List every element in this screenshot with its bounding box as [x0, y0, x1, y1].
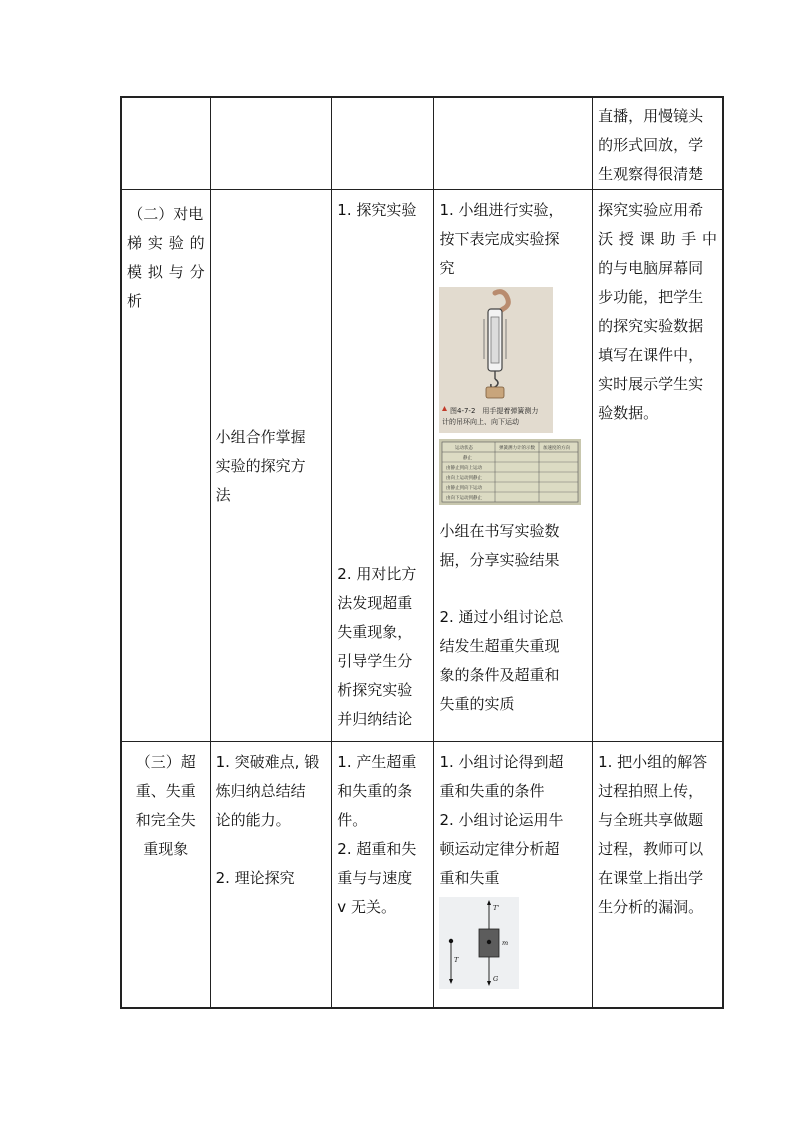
text-line: 失重的实质 [439, 695, 515, 713]
experiment-table-illustration [439, 439, 581, 505]
text-line: 生观察得很清楚 [598, 165, 704, 183]
cell-goal [210, 190, 332, 742]
table-header: 运动状态 [455, 446, 474, 451]
text-line: 重和失重 [439, 869, 500, 887]
cell-goal [210, 742, 332, 1008]
cell-teaching-note [593, 190, 723, 742]
text-line: 2. 用对比方 [337, 565, 417, 583]
text-line: 重现象 [143, 840, 189, 858]
text-line: 步功能，把学生 [598, 288, 704, 306]
table-row [121, 742, 723, 1008]
text-line: 法 [215, 486, 231, 504]
text-line: 析 [127, 292, 143, 310]
force-diagram-photo [439, 897, 519, 989]
text-line: （二）对电 [128, 205, 204, 223]
text-line: 件。 [337, 811, 368, 829]
cell-empty [332, 97, 434, 190]
text-line: 和失重的条 [337, 782, 413, 800]
text-line: 顿运动定律分析超 [439, 840, 560, 858]
force-point [449, 939, 453, 943]
text-line: 2. 小组讨论运用牛 [439, 811, 564, 829]
force-label-t: T [454, 956, 459, 964]
text-line: 论的能力。 [215, 811, 291, 829]
table-header: 加速度的方向 [543, 446, 571, 451]
cell-empty [121, 97, 210, 190]
cell-section-title [121, 742, 210, 1008]
text-line: 小组合作掌握 [215, 428, 306, 446]
text-line: 1. 突破难点, 锻 [215, 753, 320, 771]
text-line: 并归纳结论 [337, 710, 413, 728]
table-header: 弹簧测力计的示数 [499, 446, 536, 451]
text-line: 沃授课助手中 [598, 230, 717, 248]
table-row [121, 190, 723, 742]
cell-student-activity [434, 190, 593, 742]
text-line: 炼归纳总结结 [215, 782, 306, 800]
text-line: 梯实验的 [127, 234, 205, 252]
spring-scale-photo [439, 287, 553, 433]
text-line: 重与与速度 [337, 869, 413, 887]
cell-teaching-note [593, 97, 723, 190]
text-line: 2. 理论探究 [215, 869, 295, 887]
text-line: 过程，教师可以 [598, 840, 704, 858]
cell-empty [210, 97, 332, 190]
cell-teacher-activity [332, 190, 434, 742]
text-line: 在课堂上指出学 [598, 869, 704, 887]
figure-caption-line: 图4-7-2 用手提着弹簧测力 [450, 407, 539, 415]
lesson-plan-table [120, 96, 724, 1009]
text-line: 按下表完成实验探 [439, 230, 560, 248]
text-line: 填写在课件中， [598, 346, 704, 364]
text-line: 小组在书写实验数 [439, 522, 560, 540]
text-line: 象的条件及超重和 [439, 666, 560, 684]
experiment-table-photo [439, 439, 581, 505]
cell-empty [434, 97, 593, 190]
text-line: 直播，用慢镜头 [598, 107, 704, 125]
table-row [121, 97, 723, 190]
table-cell: 由向下运动到静止 [446, 496, 483, 501]
text-line: 实验的探究方 [215, 457, 306, 475]
force-label-t-prime: T' [493, 904, 500, 912]
table-cell: 由静止到向上运动 [446, 466, 483, 471]
mass-label-m: m [502, 939, 509, 947]
text-line: 的探究实验数据 [598, 317, 704, 335]
cell-teaching-note [593, 742, 723, 1008]
text-line: 结发生超重失重现 [439, 637, 560, 655]
text-line: 与全班共享做题 [598, 811, 704, 829]
text-line: 过程拍照上传， [598, 782, 704, 800]
text-line: v 无关。 [337, 898, 396, 916]
figure-caption-line: 计的吊环向上、向下运动 [442, 418, 520, 426]
text-line: （三）超 [135, 753, 196, 771]
text-line: 生分析的漏洞。 [598, 898, 704, 916]
text-line: 重、失重 [135, 782, 196, 800]
text-line: 1. 小组讨论得到超 [439, 753, 564, 771]
table-cell: 由静止到向下运动 [446, 486, 483, 491]
text-line: 的与电脑屏幕同 [598, 259, 704, 277]
spring-scale-illustration [439, 287, 553, 433]
force-diagram [439, 897, 519, 989]
text-line: 模拟与分 [127, 263, 205, 281]
text-line: 失重现象， [337, 623, 413, 641]
text-line: 1. 小组进行实验， [439, 201, 564, 219]
force-label-g: G [493, 975, 499, 983]
text-line: 验数据。 [598, 404, 659, 422]
text-line: 2. 通过小组讨论总 [439, 608, 564, 626]
text-line: 探究实验应用希 [598, 201, 704, 219]
text-line: 法发现超重 [337, 594, 413, 612]
table-cell: 静止 [463, 456, 473, 461]
text-line: 1. 探究实验 [337, 201, 417, 219]
text-line: 析探究实验 [337, 681, 413, 699]
text-line: 实时展示学生实 [598, 375, 704, 393]
text-line: 究 [439, 259, 455, 277]
text-line: 据，分享实验结果 [439, 551, 560, 569]
text-line: 1. 产生超重 [337, 753, 417, 771]
text-line: 和完全失 [135, 811, 196, 829]
text-line: 的形式回放，学 [598, 136, 704, 154]
text-line: 1. 把小组的解答 [598, 753, 708, 771]
table-cell: 由向上运动到静止 [446, 476, 483, 481]
text-line: 重和失重的条件 [439, 782, 545, 800]
text-line: 引导学生分 [337, 652, 413, 670]
cell-student-activity [434, 742, 593, 1008]
cell-teacher-activity [332, 742, 434, 1008]
cell-section-title [121, 190, 210, 742]
text-line: 2. 超重和失 [337, 840, 417, 858]
